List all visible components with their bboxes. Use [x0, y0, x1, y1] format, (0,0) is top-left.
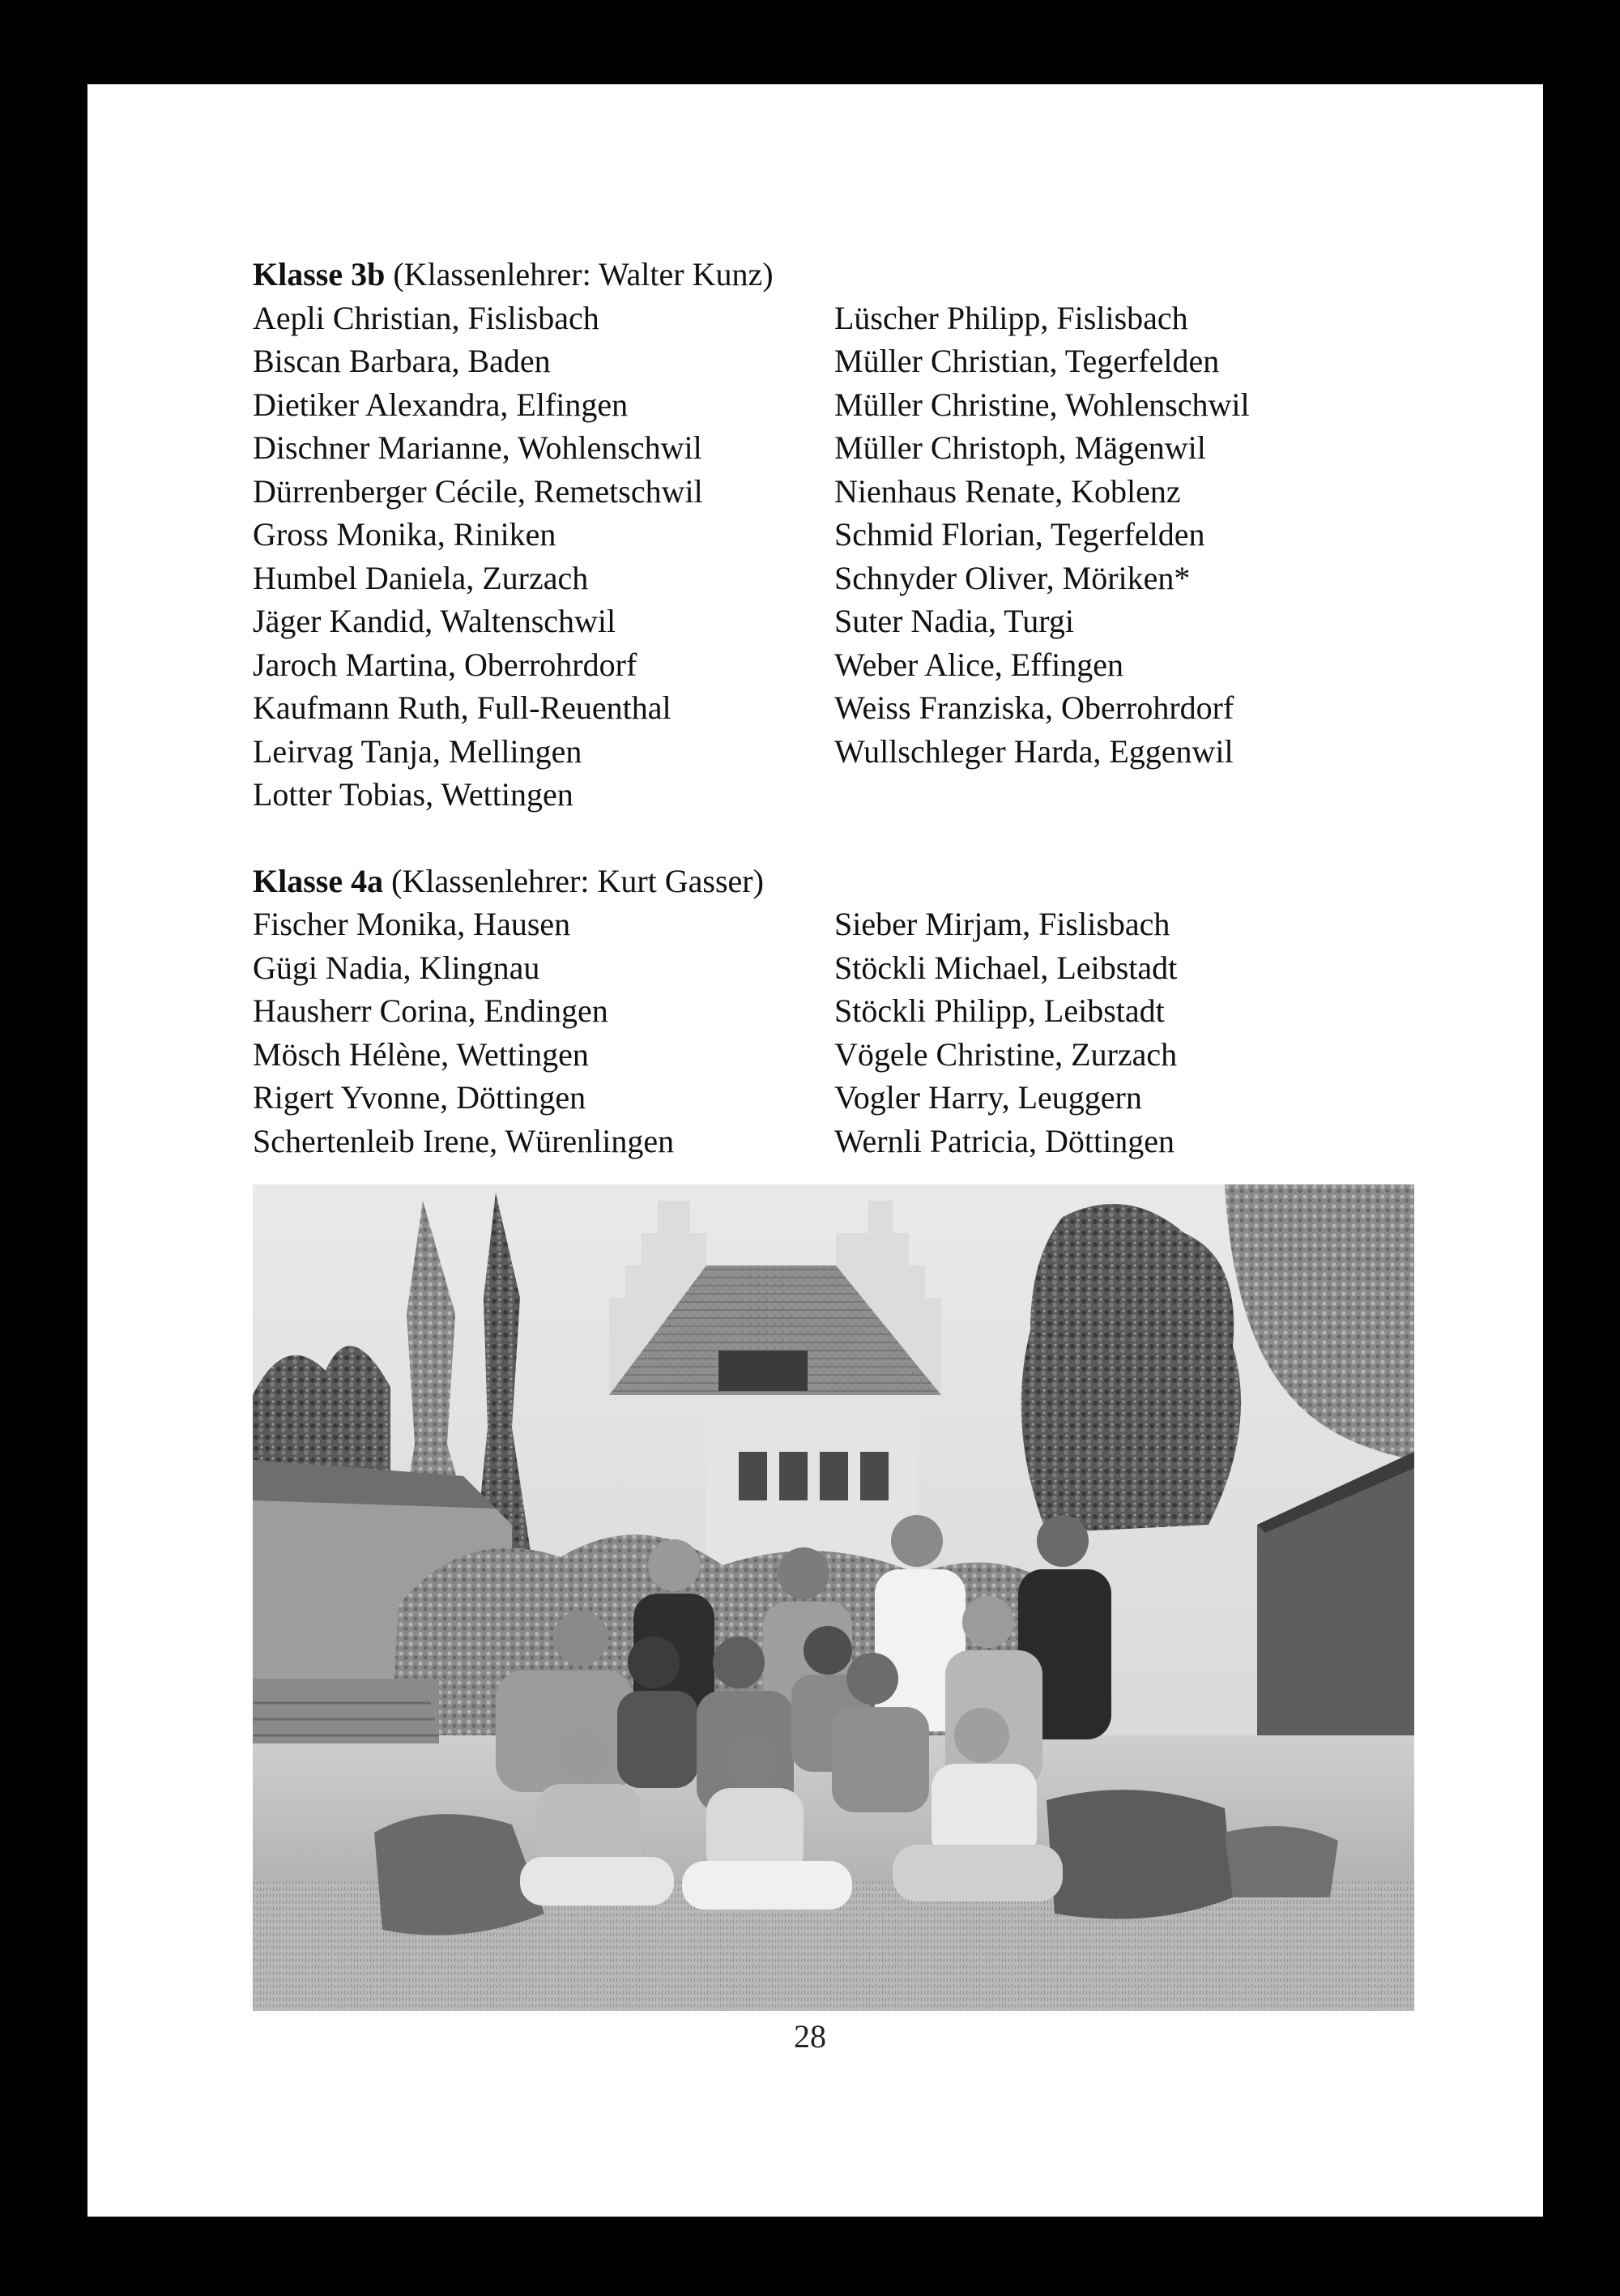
student-name: Gross Monika, Riniken — [253, 516, 556, 553]
class-heading — [253, 860, 1387, 903]
student-name: Wernli Patricia, Döttingen — [834, 1122, 1174, 1159]
student-name: Leirvag Tanja, Mellingen — [253, 732, 582, 770]
student-name: Vögele Christine, Zurzach — [834, 1035, 1178, 1073]
class-heading — [253, 253, 1387, 297]
student-name: Nienhaus Renate, Koblenz — [834, 472, 1181, 510]
student-name: Jaroch Martina, Oberrohrdorf — [253, 646, 637, 683]
student-column-right — [834, 297, 1369, 817]
student-column-left — [253, 297, 834, 817]
student-name: Müller Christine, Wohlenschwil — [834, 386, 1250, 423]
student-name: Mösch Hélène, Wettingen — [253, 1035, 589, 1073]
student-name: Kaufmann Ruth, Full-Reuenthal — [253, 689, 671, 726]
class-section-3b — [253, 253, 1387, 817]
student-name: Fischer Monika, Hausen — [253, 906, 571, 942]
student-name: Dürrenberger Cécile, Remetschwil — [253, 472, 703, 510]
student-name: Aepli Christian, Fislisbach — [253, 299, 599, 336]
student-name: Biscan Barbara, Baden — [253, 343, 551, 379]
student-name: Dischner Marianne, Wohlenschwil — [253, 429, 702, 466]
student-name: Jäger Kandid, Waltenschwil — [253, 603, 616, 639]
student-name: Weber Alice, Effingen — [834, 646, 1124, 683]
student-name: Gügi Nadia, Klingnau — [253, 949, 540, 986]
teacher-note: (Klassenlehrer: Kurt Gasser) — [391, 862, 764, 899]
student-name: Suter Nadia, Turgi — [834, 603, 1074, 639]
student-column-left — [253, 903, 834, 1163]
student-name: Vogler Harry, Leuggern — [834, 1079, 1142, 1116]
student-name: Lüscher Philipp, Fislisbach — [834, 299, 1188, 336]
student-name: Dietiker Alexandra, Elfingen — [253, 386, 629, 423]
student-name: Schmid Florian, Tegerfelden — [834, 516, 1205, 553]
class-photo — [253, 1184, 1414, 2011]
student-column-right — [834, 903, 1369, 1163]
student-name: Stöckli Michael, Leibstadt — [834, 949, 1178, 986]
class-label: Klasse 4a — [253, 862, 384, 899]
student-name: Müller Christian, Tegerfelden — [834, 343, 1220, 379]
class-lists — [253, 253, 1387, 1163]
teacher-note: (Klassenlehrer: Walter Kunz) — [393, 256, 774, 292]
student-name: Weiss Franziska, Oberrohrdorf — [834, 689, 1234, 726]
student-name: Wullschleger Harda, Eggenwil — [834, 732, 1234, 770]
student-name: Müller Christoph, Mägenwil — [834, 429, 1206, 466]
student-name: Humbel Daniela, Zurzach — [253, 559, 589, 596]
student-name: Lotter Tobias, Wettingen — [253, 776, 573, 813]
class-section-4a — [253, 860, 1387, 1163]
student-name: Stöckli Philipp, Leibstadt — [834, 992, 1165, 1029]
student-name: Sieber Mirjam, Fislisbach — [834, 906, 1170, 942]
student-columns — [253, 297, 1387, 817]
student-columns — [253, 903, 1387, 1163]
student-name: Rigert Yvonne, Döttingen — [253, 1079, 586, 1116]
student-name: Hausherr Corina, Endingen — [253, 992, 608, 1029]
student-name: Schnyder Oliver, Möriken* — [834, 559, 1191, 596]
page-number: 28 — [794, 2018, 826, 2055]
class-label: Klasse 3b — [253, 256, 386, 292]
section-spacer — [253, 817, 1387, 860]
student-name: Schertenleib Irene, Würenlingen — [253, 1122, 675, 1159]
